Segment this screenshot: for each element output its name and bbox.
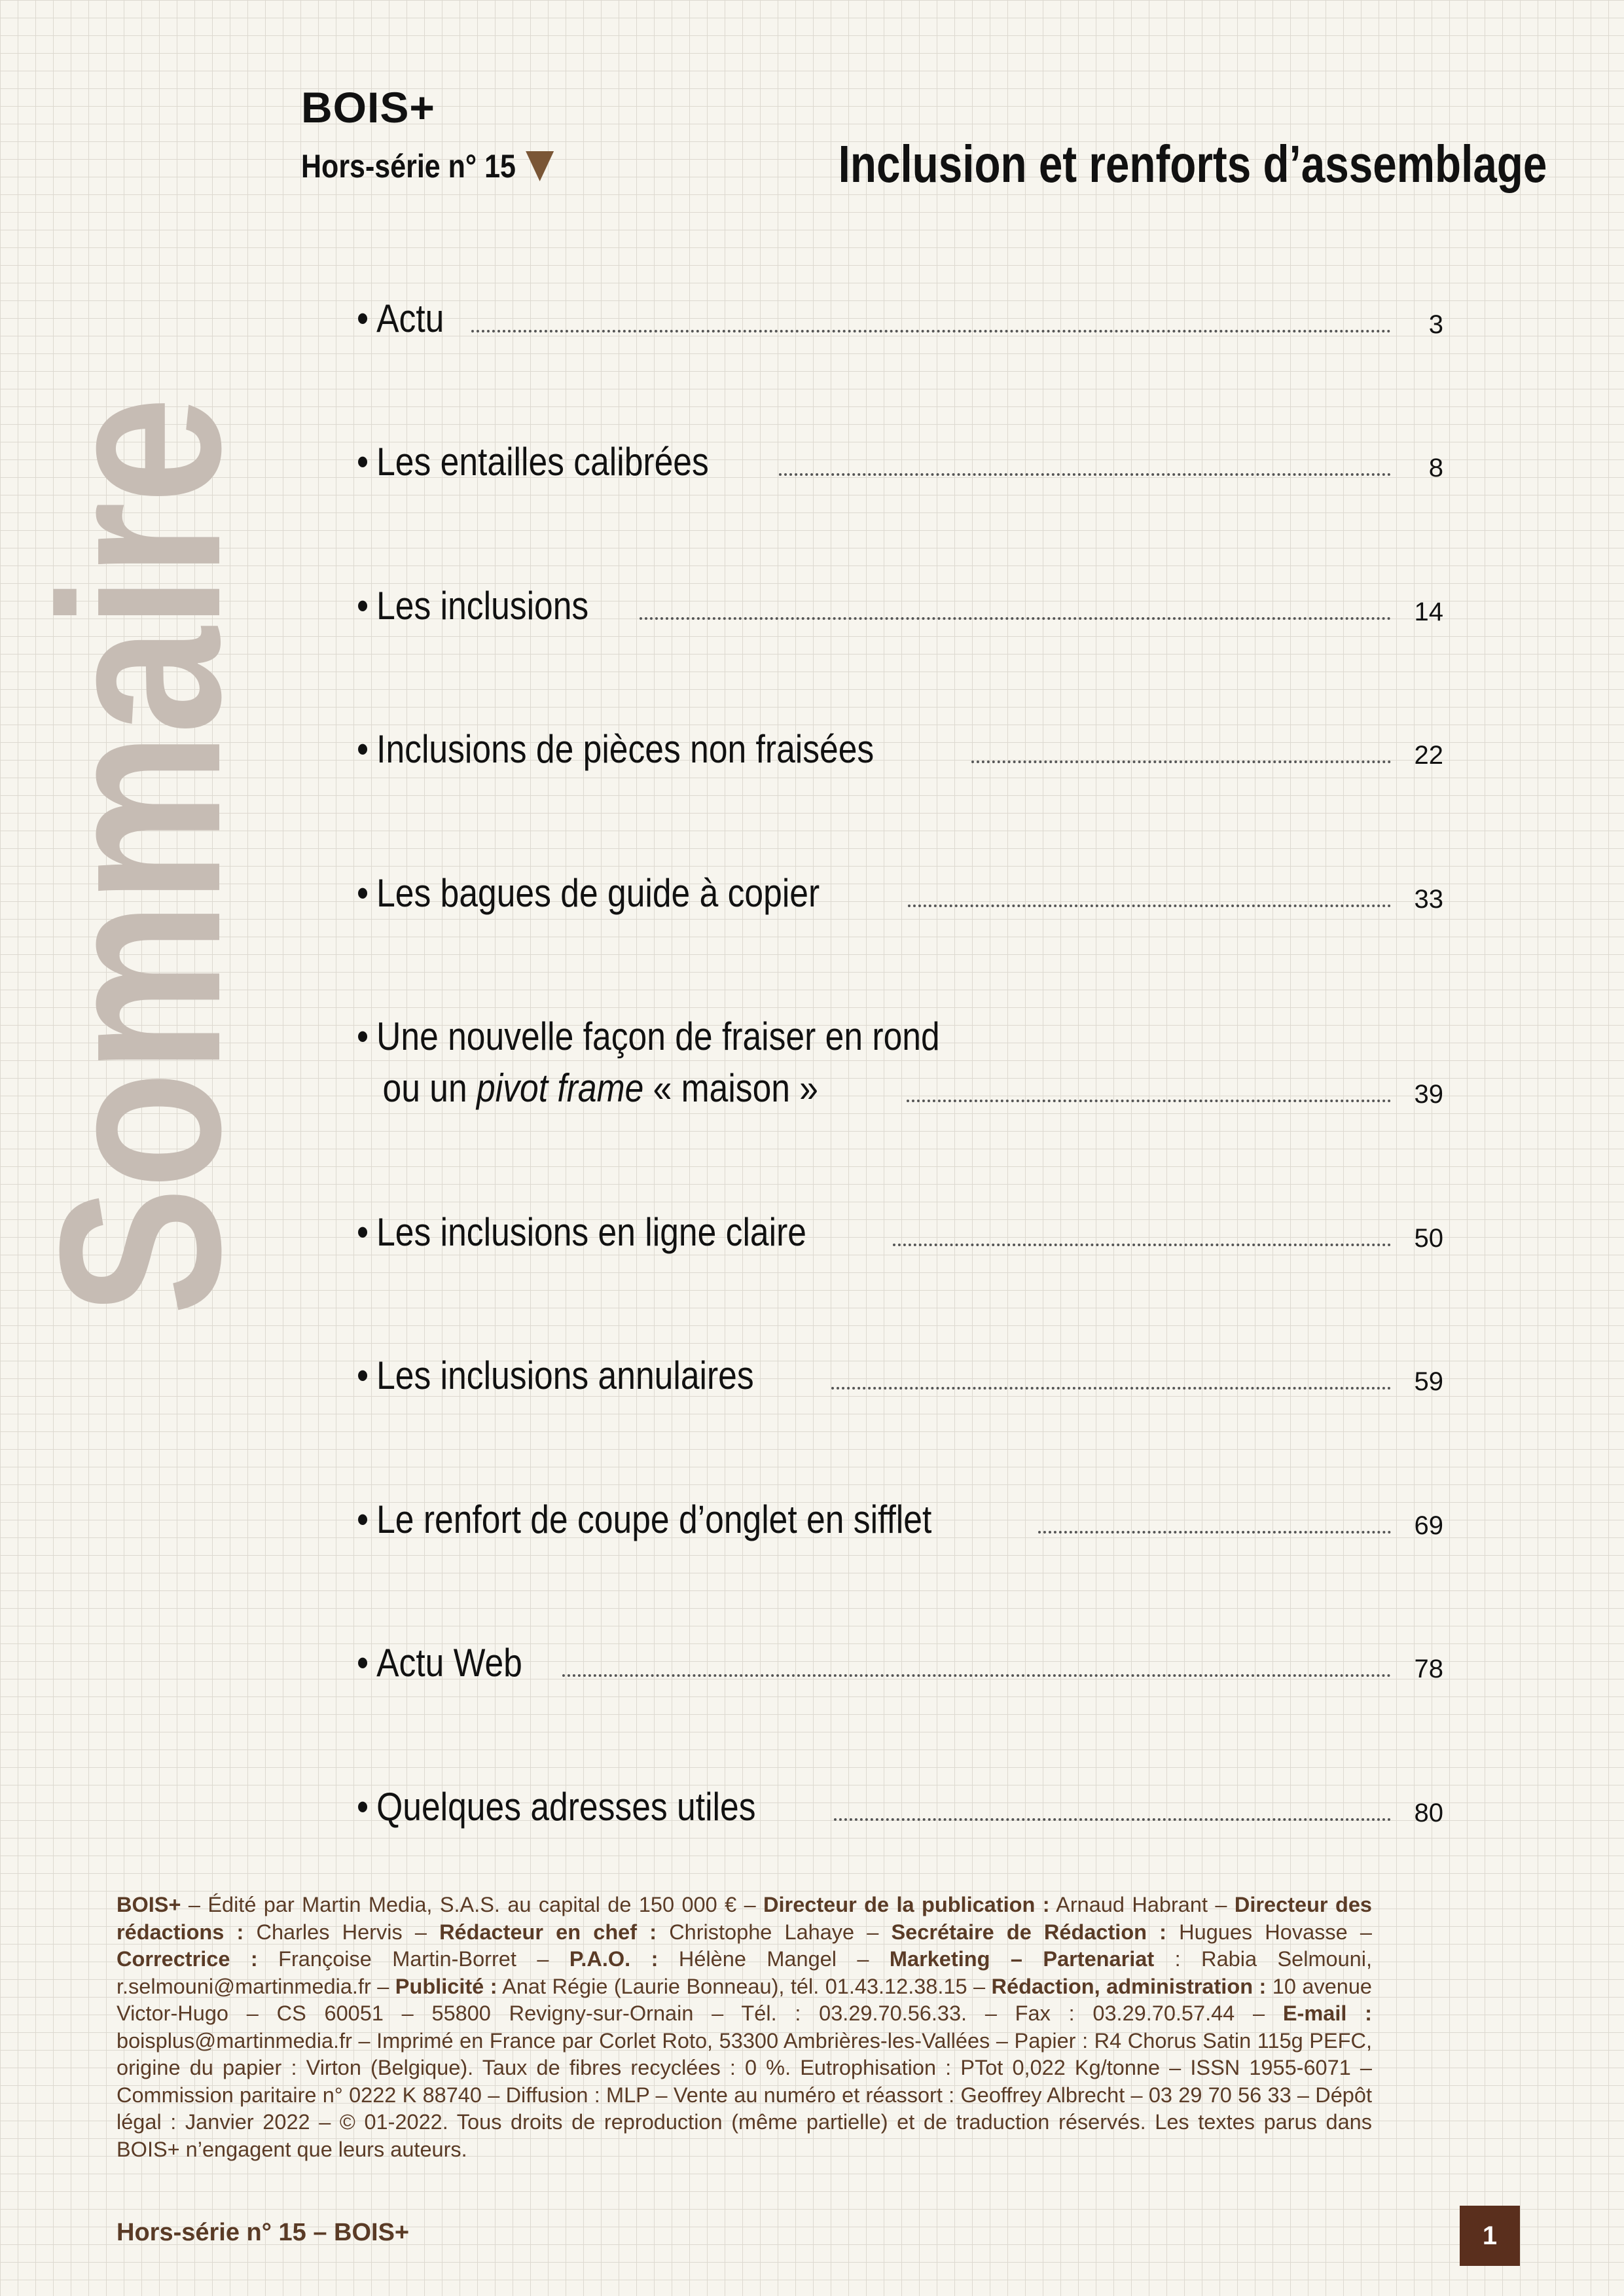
toc-page: 3 [1428, 310, 1443, 339]
bullet-icon: • [357, 1498, 369, 1541]
dot-leader [562, 1668, 1391, 1677]
page-title: Inclusion et renforts d’assemblage [838, 135, 1547, 193]
bullet-icon: • [357, 871, 369, 915]
toc-label: Quelques adresses utiles [376, 1785, 756, 1829]
toc-item-onglet[interactable] [357, 1494, 1443, 1545]
toc-item-ligne-claire[interactable] [357, 1207, 1443, 1258]
toc-item-fraiser-rond-line1[interactable] [357, 1011, 1077, 1062]
toc-page: 14 [1414, 598, 1443, 626]
toc-page: 22 [1414, 741, 1443, 770]
toc-label: Actu Web [376, 1641, 522, 1685]
dot-leader [779, 467, 1391, 476]
toc-page: 69 [1414, 1511, 1443, 1540]
toc-page: 50 [1414, 1224, 1443, 1253]
toc-label-post: « maison » [643, 1066, 819, 1110]
toc-label: Les inclusions [376, 584, 589, 628]
toc-label: Les inclusions en ligne claire [376, 1210, 806, 1254]
bullet-icon: • [357, 1014, 369, 1058]
dot-leader [640, 611, 1391, 620]
toc-label: Les entailles calibrées [376, 440, 709, 484]
sidebar-word: Sommaire [12, 398, 268, 1316]
bullet-icon: • [357, 296, 369, 340]
footer-issue: Hors-série n° 15 – BOIS+ [117, 2219, 410, 2246]
dot-leader [471, 323, 1391, 332]
toc-item-adresses[interactable] [357, 1782, 1443, 1833]
page-number-badge: 1 [1460, 2206, 1520, 2266]
bullet-icon: • [357, 1354, 369, 1397]
imprint-text: BOIS+ – Édité par Martin Media, S.A.S. au capital de 150 000 € – Directeur de la publication : Arnaud Habrant – Directeur des rédactions : Charles Hervis – Rédacteur en chef : Christophe Lahaye – Secrétaire de Rédaction : Hugues Hovasse – Correctrice : Françoise Martin-Borret – P.A.O. : Hélène Mangel – Marketing – Partenariat : Rabia Selmouni, r.selmouni@martinmedia.fr – Publicité : Anat Régie (Laurie Bonneau), tél. 01.43.12.38.15 – Rédaction, administration : 10 avenue Victor-Hugo – CS 60051 – 55800 Revigny-sur-Ornain – Tél. : 03.29.70.56.33. – Fax : 03.29.70.57.44 – E-mail : boisplus@martinmedia.fr – Imprimé en France par Corlet Roto, 53300 Ambrières-les-Vallées – Papier : R4 Chorus Satin 115g PEFC, origine du papier : Virton (Belgique). Taux de fibres recyclées : 0 %. Eutrophisation : PTot 0,022 Kg/tonne – ISSN 1955-6071 – Commission paritaire n° 0222 K 88740 – Diffusion : MLP – Vente au numéro et réassort : Geoffrey Albrecht – 03 29 70 56 33 – Dépôt légal : Janvier 2022 – © 01-2022. Tous droits de reproduction (même partielle) et de traduction réservés. Les textes parus dans BOIS+ n’engagent que leurs auteurs. [117, 1893, 1373, 2161]
bullet-icon: • [357, 1641, 369, 1685]
dot-leader [834, 1812, 1391, 1821]
toc-label: Une nouvelle façon de fraiser en rond [376, 1014, 940, 1058]
toc-item-actu[interactable] [357, 293, 1443, 344]
dot-leader [907, 1093, 1391, 1102]
toc-label: Inclusions de pièces non fraisées [376, 727, 875, 771]
bullet-icon: • [357, 1210, 369, 1254]
bullet-icon: • [357, 1785, 369, 1829]
imprint-brand: BOIS+ [117, 1893, 181, 1916]
toc-label-italic: pivot frame [477, 1066, 644, 1110]
brand-logo: BOIS+ [301, 83, 435, 132]
dot-leader [971, 754, 1391, 763]
dot-leader [893, 1237, 1391, 1246]
toc-page: 33 [1414, 885, 1443, 914]
toc-page: 8 [1428, 454, 1443, 482]
toc-label: Les bagues de guide à copier [376, 871, 820, 915]
toc-label: Les inclusions annulaires [376, 1354, 754, 1397]
toc-page: 80 [1414, 1799, 1443, 1827]
sidebar-sommaire [0, 0, 268, 1329]
dot-leader [1038, 1524, 1391, 1534]
toc-page: 59 [1414, 1367, 1443, 1396]
dot-leader [908, 898, 1391, 907]
toc-item-entailles[interactable] [357, 437, 1443, 488]
toc-label: Actu [376, 296, 444, 340]
bullet-icon: • [357, 440, 369, 484]
toc-label: Le renfort de coupe d’onglet en sifflet [376, 1498, 932, 1541]
toc-item-fraiser-rond-line2[interactable] [357, 1063, 1443, 1114]
toc-item-bagues[interactable] [357, 868, 1443, 919]
issue-text: Hors-série n° 15 [301, 148, 516, 185]
toc-item-inclusions[interactable] [357, 581, 1443, 632]
toc-item-non-fraisees[interactable] [357, 724, 1443, 775]
bullet-icon: • [357, 727, 369, 771]
toc-page: 78 [1414, 1655, 1443, 1683]
toc-item-annulaires[interactable] [357, 1350, 1443, 1401]
toc-label-pre: ou un [382, 1066, 477, 1110]
bullet-icon: • [357, 584, 369, 628]
toc-item-actu-web[interactable] [357, 1638, 1443, 1689]
dot-leader [831, 1380, 1391, 1390]
toc-page: 39 [1414, 1080, 1443, 1109]
